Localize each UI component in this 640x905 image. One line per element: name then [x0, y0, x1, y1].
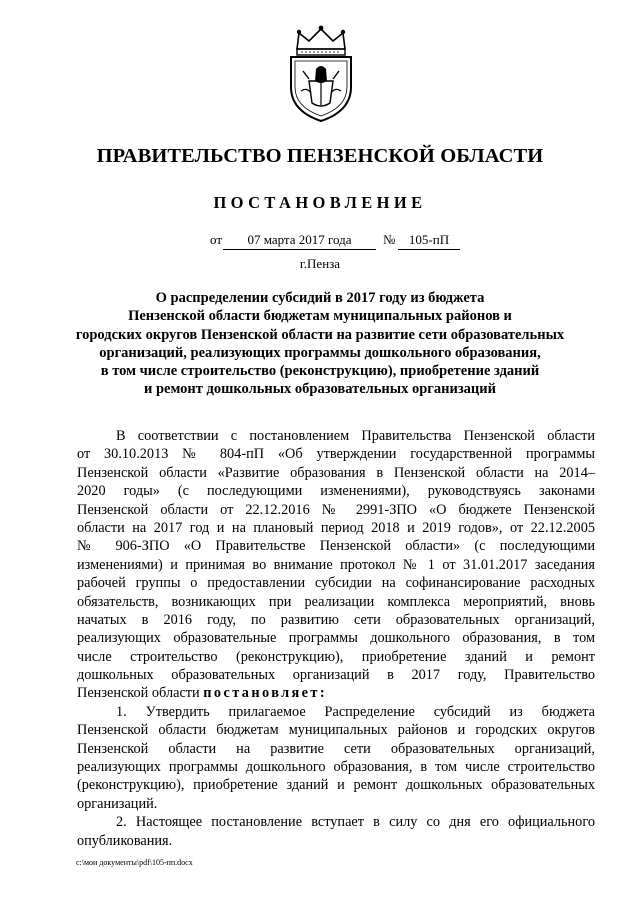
subject-line: О распределении субсидий в 2017 году из бюджета [155, 290, 485, 306]
document-body [77, 427, 595, 850]
government-title: ПРАВИТЕЛЬСТВО ПЕНЗЕНСКОЙ ОБЛАСТИ [96, 145, 544, 167]
item-1-line: организаций. [77, 795, 158, 812]
item-2-line: опубликования. [77, 832, 173, 849]
decree-line [77, 684, 595, 702]
body-line: от 30.10.2013 № 804-пП «Об утверждении государственной программы [77, 446, 595, 463]
item-1-line: (реконструкцию), приобретение зданий и ремонт дошкольных образовательных [77, 777, 595, 794]
subject-line: и ремонт дошкольных образовательных организаций [144, 381, 496, 398]
item-1-line: реализующих программы дошкольного образования, в том числе строительство [77, 759, 595, 776]
body-line: области на 2017 год и на плановый период 2018 и 2019 годов», от 22.12.2005 [77, 519, 595, 536]
body-line: реализующих образовательные программы дошкольного образования, в том [77, 630, 595, 647]
body-line: Пензенской области «Развитие образования в Пензенской области на 2014– [77, 464, 595, 481]
item-1-line: 1. Утвердить прилагаемое Распределение субсидий из бюджета [116, 703, 595, 720]
item-2-line: 2. Настоящее постановление вступает в силу со дня его официального [116, 814, 595, 831]
body-line: начатых в 2016 году, по развитию сети образовательных организаций, [77, 611, 595, 628]
decree-word: постановляет: [203, 685, 328, 702]
subject-line: организаций, реализующих программы дошкольного образования, [99, 344, 541, 361]
body-line: рабочей группы о предоставлении субсидии на софинансирование расходных [77, 575, 595, 592]
body-line: № 906-ЗПО «О Правительстве Пензенской области» (с последующими [77, 538, 595, 555]
item-1-line: Пензенской области бюджетам муниципальных районов и городских округов [77, 722, 595, 739]
subject-line: городских округов Пензенской области на развитие сети образовательных [75, 326, 565, 343]
coat-of-arms-icon [283, 25, 359, 123]
body-line: Пензенской области от 22.12.2016 № 2991-ЗПО «О бюджете Пензенской [77, 501, 595, 518]
from-label: от [210, 232, 223, 247]
body-line: В соответствии с постановлением Правительства Пензенской области [116, 428, 595, 444]
body-line: изменениями) и принимая во внимание протокол № 1 от 31.01.2017 заседания [77, 556, 595, 573]
body-line: обязательств, возникающих при реализации комплекса мероприятий, вновь [77, 593, 595, 610]
decree-prefix: Пензенской области [77, 685, 204, 702]
subject-line: Пензенской области бюджетам муниципальных районов и [128, 308, 512, 325]
subject-line: в том числе строительство (реконструкцию), приобретение зданий [100, 363, 540, 380]
body-line: 2020 годы» (с последующими изменениями), руководствуясь законами [77, 483, 595, 500]
body-line: числе строительство (реконструкцию), приобретение зданий и ремонт [77, 648, 595, 665]
document-subject [70, 289, 570, 399]
document-date: 07 марта 2017 года [223, 232, 376, 250]
item-1-line: Пензенской области на развитие сети образовательных организаций, [77, 740, 595, 757]
document-type: ПОСТАНОВЛЕНИЕ [213, 193, 427, 212]
file-path: c:\мои документы\pdf\105-пп.docx [76, 858, 193, 867]
number-label: № [383, 232, 396, 247]
body-line: дошкольных образовательных организаций в 2017 году, Правительство [77, 667, 595, 684]
city: г.Пенза [299, 256, 341, 271]
document-number: 105-пП [398, 232, 460, 250]
date-number-line [0, 232, 640, 252]
